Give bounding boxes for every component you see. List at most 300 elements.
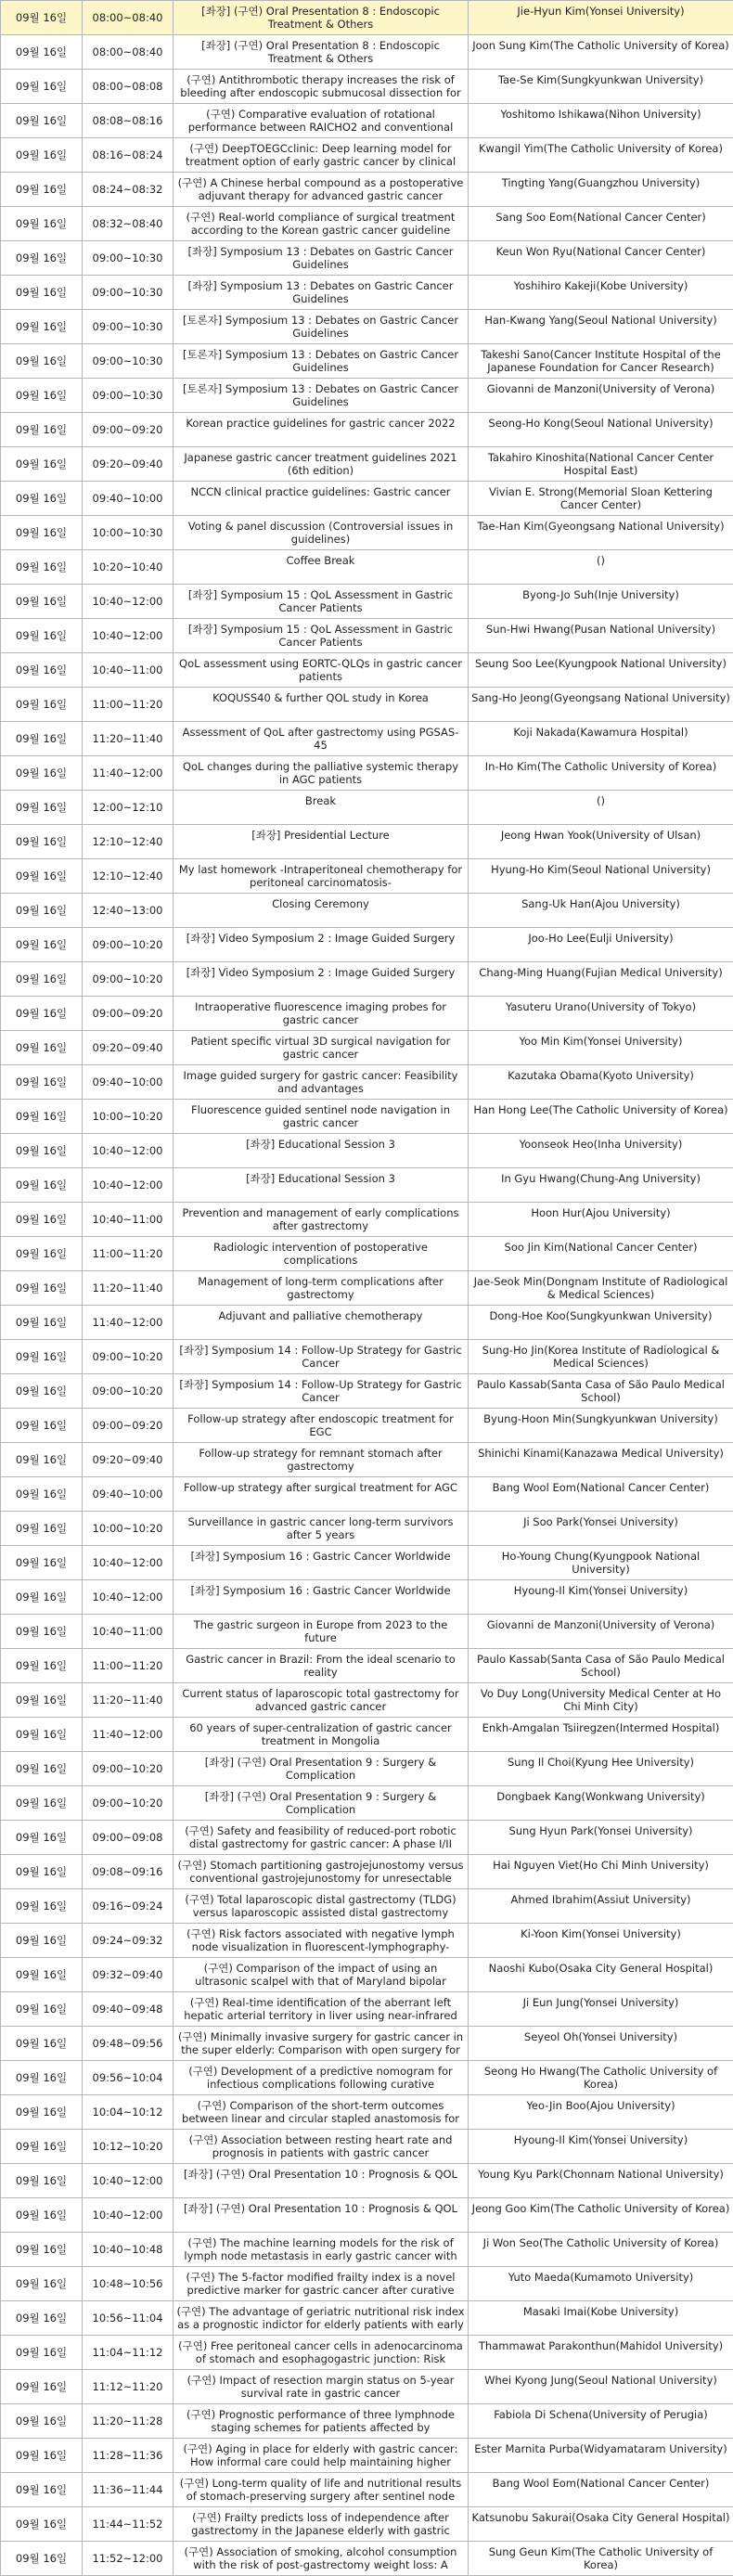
date-cell — [1, 1821, 83, 1855]
date-cell-text: 09월 16일 — [16, 560, 67, 573]
session-title-cell-text: (구연) Long-term quality of life and nutritional results of stomach-preserving surgery after sentinel node — [176, 2477, 465, 2503]
date-cell — [1, 2301, 83, 2336]
table-row — [1, 928, 733, 962]
time-cell — [83, 173, 174, 207]
speaker-cell-text: Naoshi Kubo(Osaka City General Hospital) — [471, 1962, 730, 1988]
time-cell — [83, 1649, 174, 1683]
date-cell — [1, 1958, 83, 1992]
speaker-cell — [469, 241, 733, 276]
time-cell-text: 11:04~11:12 — [93, 2346, 163, 2359]
time-cell-text: 10:40~12:00 — [93, 2174, 163, 2187]
speaker-cell-text: Sang-Uk Han(Ajou University) — [471, 897, 730, 923]
time-cell — [83, 35, 174, 70]
date-cell-text: 09월 16일 — [16, 2071, 67, 2084]
session-title-cell-text: [좌장] Symposium 15 : QoL Assessment in Gastric Cancer Patients — [176, 588, 465, 614]
speaker-cell — [469, 1958, 733, 1992]
date-cell — [1, 2233, 83, 2267]
session-title-cell — [174, 1649, 469, 1683]
time-cell-text: 10:48~10:56 — [93, 2277, 163, 2290]
session-title-cell — [174, 2267, 469, 2301]
time-cell-text: 11:12~11:20 — [93, 2380, 163, 2393]
speaker-cell — [469, 35, 733, 70]
speaker-cell — [469, 1374, 733, 1409]
session-title-cell — [174, 241, 469, 276]
table-row — [1, 1546, 733, 1580]
session-title-cell — [174, 2130, 469, 2164]
speaker-cell-text: Bang Wool Eom(National Cancer Center) — [471, 2477, 730, 2503]
session-title-cell — [174, 1271, 469, 1306]
date-cell-text: 09월 16일 — [16, 1934, 67, 1947]
session-title-cell-text: (구연) Free peritoneal cancer cells in adenocarcinoma of stomach and esophagogastric junction: Risk — [176, 2339, 465, 2365]
time-cell-text: 09:00~10:20 — [93, 1797, 163, 1810]
table-row — [1, 1168, 733, 1203]
speaker-cell-text: Whei Kyong Jung(Seoul National University) — [471, 2374, 730, 2400]
session-title-cell-text: (구연) Safety and feasibility of reduced-port robotic distal gastrectomy for gastric cancer: A phase I/II — [176, 1824, 465, 1850]
time-cell-text: 08:00~08:08 — [93, 80, 163, 93]
speaker-cell-text: Sung Hyun Park(Yonsei University) — [471, 1824, 730, 1850]
date-cell — [1, 2507, 83, 2542]
table-row — [1, 1031, 733, 1065]
session-title-cell — [174, 1786, 469, 1821]
speaker-cell-text: Hyoung-Il Kim(Yonsei University) — [471, 2133, 730, 2159]
session-title-cell — [174, 2542, 469, 2576]
speaker-cell — [469, 619, 733, 653]
speaker-cell-text: Yoshihiro Kakeji(Kobe University) — [471, 279, 730, 305]
date-cell-text: 09월 16일 — [16, 801, 67, 814]
session-title-cell — [174, 1718, 469, 1752]
date-cell-text: 09월 16일 — [16, 1213, 67, 1226]
speaker-cell-text: Soo Jin Kim(National Cancer Center) — [471, 1241, 730, 1267]
session-title-cell — [174, 1924, 469, 1958]
speaker-cell-text: Tingting Yang(Guangzhou University) — [471, 176, 730, 202]
date-cell — [1, 70, 83, 104]
date-cell — [1, 310, 83, 344]
date-cell-text: 09월 16일 — [16, 1591, 67, 1604]
table-row — [1, 1786, 733, 1821]
time-cell-text: 08:32~08:40 — [93, 217, 163, 230]
table-row — [1, 2130, 733, 2164]
speaker-cell-text: Sang-Ho Jeong(Gyeongsang National University) — [471, 691, 730, 717]
session-title-cell-text: QoL assessment using EORTC-QLQs in gastric cancer patients — [176, 657, 465, 683]
date-cell — [1, 1718, 83, 1752]
date-cell-text: 09월 16일 — [16, 1900, 67, 1913]
speaker-cell — [469, 2267, 733, 2301]
speaker-cell — [469, 2301, 733, 2336]
speaker-cell — [469, 379, 733, 413]
session-title-cell — [174, 1683, 469, 1718]
date-cell-text: 09월 16일 — [16, 354, 67, 367]
session-title-cell — [174, 138, 469, 173]
session-title-cell-text: [좌장] Symposium 14 : Follow-Up Strategy for Gastric Cancer — [176, 1378, 465, 1404]
session-title-cell — [174, 1, 469, 35]
time-cell — [83, 1924, 174, 1958]
speaker-cell-text: Sung Geun Kim(The Catholic University of Korea) — [471, 2545, 730, 2571]
time-cell — [83, 1821, 174, 1855]
time-cell-text: 10:00~10:20 — [93, 1110, 163, 1123]
date-cell — [1, 1924, 83, 1958]
date-cell-text: 09월 16일 — [16, 2483, 67, 2496]
session-title-cell — [174, 70, 469, 104]
date-cell-text: 09월 16일 — [16, 904, 67, 917]
date-cell — [1, 138, 83, 173]
time-cell — [83, 585, 174, 619]
table-row — [1, 1100, 733, 1134]
time-cell-text: 10:56~11:04 — [93, 2312, 163, 2325]
speaker-cell-text: Yasuteru Urano(University of Tokyo) — [471, 1000, 730, 1026]
session-title-cell-text: (구연) DeepTOEGCclinic: Deep learning model for treatment option of early gastric cancer by clinical — [176, 142, 465, 168]
time-cell-text: 11:36~11:44 — [93, 2483, 163, 2496]
table-row — [1, 241, 733, 276]
date-cell — [1, 2198, 83, 2233]
date-cell — [1, 1031, 83, 1065]
time-cell — [83, 1992, 174, 2027]
table-row — [1, 1271, 733, 1306]
time-cell-text: 09:00~10:20 — [93, 938, 163, 951]
session-title-cell-text: Follow-up strategy after surgical treatment for AGC — [176, 1481, 465, 1507]
date-cell-text: 09월 16일 — [16, 183, 67, 196]
table-row — [1, 1, 733, 35]
time-cell — [83, 1889, 174, 1924]
time-cell-text: 10:40~12:00 — [93, 1179, 163, 1191]
speaker-cell — [469, 1443, 733, 1477]
speaker-cell — [469, 2473, 733, 2507]
time-cell — [83, 1031, 174, 1065]
speaker-cell-text: Paulo Kassab(Santa Casa of São Paulo Medical School) — [471, 1378, 730, 1404]
date-cell-text: 09월 16일 — [16, 2277, 67, 2290]
speaker-cell — [469, 825, 733, 859]
table-row — [1, 1683, 733, 1718]
speaker-cell-text: Ji Eun Jung(Yonsei University) — [471, 1996, 730, 2022]
speaker-cell-text: Ji Soo Park(Yonsei University) — [471, 1515, 730, 1541]
session-title-cell — [174, 1134, 469, 1168]
time-cell — [83, 241, 174, 276]
time-cell — [83, 859, 174, 894]
time-cell-text: 09:40~10:00 — [93, 1488, 163, 1501]
date-cell-text: 09월 16일 — [16, 11, 67, 24]
speaker-cell-text: Shinichi Kinami(Kanazawa Medical University) — [471, 1447, 730, 1473]
speaker-cell-text: Yoonseok Heo(Inha University) — [471, 1138, 730, 1164]
session-title-cell — [174, 447, 469, 482]
table-row — [1, 310, 733, 344]
session-title-cell-text: [좌장] (구연) Oral Presentation 9 : Surgery & Complication — [176, 1790, 465, 1816]
speaker-cell-text: Seong Ho Hwang(The Catholic University of Korea) — [471, 2065, 730, 2091]
time-cell — [83, 1168, 174, 1203]
date-cell — [1, 1134, 83, 1168]
date-cell — [1, 2267, 83, 2301]
time-cell-text: 09:00~10:20 — [93, 1762, 163, 1775]
speaker-cell-text: Sang Soo Eom(National Cancer Center) — [471, 211, 730, 237]
table-row — [1, 2198, 733, 2233]
speaker-cell — [469, 1, 733, 35]
date-cell-text: 09월 16일 — [16, 2518, 67, 2531]
time-cell-text: 09:40~09:48 — [93, 2003, 163, 2016]
time-cell — [83, 516, 174, 550]
session-title-cell-text: (구연) Prognostic performance of three lymphnode staging schemes for patients affected by — [176, 2408, 465, 2434]
table-row — [1, 2370, 733, 2404]
speaker-cell — [469, 1271, 733, 1306]
speaker-cell-text: Thammawat Parakonthun(Mahidol University) — [471, 2339, 730, 2365]
time-cell-text: 10:40~12:00 — [93, 595, 163, 608]
date-cell-text: 09월 16일 — [16, 423, 67, 436]
session-title-cell-text: [좌장] Symposium 15 : QoL Assessment in Gastric Cancer Patients — [176, 623, 465, 649]
session-title-cell — [174, 344, 469, 379]
session-title-cell-text: (구연) Association of smoking, alcohol consumption with the risk of post-gastrectomy weight loss: A — [176, 2545, 465, 2571]
speaker-cell-text: Sun-Hwi Hwang(Pusan National University) — [471, 623, 730, 649]
time-cell-text: 09:32~09:40 — [93, 1968, 163, 1981]
speaker-cell — [469, 1718, 733, 1752]
table-row — [1, 2233, 733, 2267]
date-cell — [1, 2130, 83, 2164]
speaker-cell — [469, 173, 733, 207]
time-cell-text: 11:00~11:20 — [93, 1247, 163, 1260]
date-cell — [1, 1168, 83, 1203]
session-title-cell-text: Radiologic intervention of postoperative complications — [176, 1241, 465, 1267]
time-cell — [83, 722, 174, 756]
speaker-cell — [469, 2198, 733, 2233]
speaker-cell-text: Ho-Young Chung(Kyungpook National University) — [471, 1550, 730, 1576]
time-cell — [83, 2542, 174, 2576]
speaker-cell — [469, 688, 733, 722]
date-cell — [1, 825, 83, 859]
date-cell-text: 09월 16일 — [16, 1316, 67, 1329]
table-row — [1, 1134, 733, 1168]
session-title-cell-text: (구연) Antithrombotic therapy increases the risk of bleeding after endoscopic submucosal dissection for — [176, 73, 465, 99]
speaker-cell-text: Tae-Han Kim(Gyeongsang National University) — [471, 520, 730, 546]
speaker-cell-text: Paulo Kassab(Santa Casa of São Paulo Medical School) — [471, 1653, 730, 1679]
date-cell-text: 09월 16일 — [16, 1797, 67, 1810]
table-row — [1, 1821, 733, 1855]
date-cell-text: 09월 16일 — [16, 1041, 67, 1054]
time-cell-text: 10:40~11:00 — [93, 1213, 163, 1226]
table-row — [1, 962, 733, 997]
session-title-cell-text: (구연) Stomach partitioning gastrojejunostomy versus conventional gastrojejunostomy for unresectable — [176, 1859, 465, 1885]
date-cell-text: 09월 16일 — [16, 1350, 67, 1363]
session-title-cell — [174, 1065, 469, 1100]
speaker-cell-text: Vivian E. Strong(Memorial Sloan Kettering Cancer Center) — [471, 485, 730, 511]
date-cell — [1, 104, 83, 138]
time-cell-text: 11:40~12:00 — [93, 1728, 163, 1741]
time-cell-text: 09:00~09:20 — [93, 1419, 163, 1432]
date-cell — [1, 1306, 83, 1340]
date-cell — [1, 447, 83, 482]
date-cell-text: 09월 16일 — [16, 1522, 67, 1535]
date-cell — [1, 2542, 83, 2576]
speaker-cell — [469, 1924, 733, 1958]
date-cell — [1, 1203, 83, 1237]
date-cell-text: 09월 16일 — [16, 595, 67, 608]
speaker-cell — [469, 1786, 733, 1821]
speaker-cell — [469, 2095, 733, 2130]
time-cell-text: 10:40~12:00 — [93, 1591, 163, 1604]
time-cell-text: 11:20~11:40 — [93, 1282, 163, 1294]
time-cell-text: 09:48~09:56 — [93, 2037, 163, 2050]
date-cell — [1, 1752, 83, 1786]
date-cell-text: 09월 16일 — [16, 972, 67, 985]
speaker-cell-text: Katsunobu Sakurai(Osaka City General Hospital) — [471, 2511, 730, 2537]
speaker-cell-text: Giovanni de Manzoni(University of Verona) — [471, 382, 730, 408]
time-cell — [83, 2370, 174, 2404]
time-cell-text: 09:24~09:32 — [93, 1934, 163, 1947]
speaker-cell-text: Byong-Jo Suh(Inje University) — [471, 588, 730, 614]
session-title-cell — [174, 1958, 469, 1992]
time-cell-text: 09:16~09:24 — [93, 1900, 163, 1913]
speaker-cell-text: Enkh-Amgalan Tsiiregzen(Intermed Hospital) — [471, 1721, 730, 1747]
date-cell — [1, 619, 83, 653]
session-title-cell — [174, 1855, 469, 1889]
session-title-cell-text: Voting & panel discussion (Controversial issues in guidelines) — [176, 520, 465, 546]
speaker-cell-text: Young Kyu Park(Chonnam National University) — [471, 2168, 730, 2194]
speaker-cell-text: Koji Nakada(Kawamura Hospital) — [471, 726, 730, 752]
time-cell-text: 09:20~09:40 — [93, 1041, 163, 1054]
session-title-cell-text: (구연) A Chinese herbal compound as a postoperative adjuvant therapy for advanced gastric cancer — [176, 176, 465, 202]
session-title-cell-text: [좌장] Symposium 14 : Follow-Up Strategy for Gastric Cancer — [176, 1344, 465, 1370]
time-cell-text: 11:20~11:40 — [93, 1694, 163, 1707]
speaker-cell-text: Bang Wool Eom(National Cancer Center) — [471, 1481, 730, 1507]
time-cell — [83, 447, 174, 482]
speaker-cell-text: Jie-Hyun Kim(Yonsei University) — [471, 5, 730, 31]
session-title-cell-text: Current status of laparoscopic total gastrectomy for advanced gastric cancer — [176, 1687, 465, 1713]
time-cell — [83, 1752, 174, 1786]
speaker-cell — [469, 1065, 733, 1100]
speaker-cell — [469, 516, 733, 550]
date-cell — [1, 344, 83, 379]
date-cell-text: 09월 16일 — [16, 663, 67, 676]
speaker-cell — [469, 138, 733, 173]
time-cell — [83, 997, 174, 1031]
speaker-cell — [469, 482, 733, 516]
time-cell-text: 08:08~08:16 — [93, 114, 163, 127]
time-cell — [83, 1615, 174, 1649]
session-title-cell — [174, 1374, 469, 1409]
speaker-cell — [469, 1683, 733, 1718]
date-cell-text: 09월 16일 — [16, 1831, 67, 1844]
time-cell — [83, 1409, 174, 1443]
table-row — [1, 1649, 733, 1683]
session-title-cell-text: [좌장] Video Symposium 2 : Image Guided Surgery — [176, 932, 465, 958]
session-title-cell — [174, 2439, 469, 2473]
session-title-cell-text: Assessment of QoL after gastrectomy using PGSAS-45 — [176, 726, 465, 752]
time-cell-text: 12:10~12:40 — [93, 835, 163, 848]
session-title-cell-text: KOQUSS40 & further QOL study in Korea — [176, 691, 465, 717]
time-cell-text: 10:40~10:48 — [93, 2243, 163, 2256]
session-title-cell-text: (구연) The advantage of geriatric nutritional risk index as a prognostic indictor for elderly patients with early — [176, 2305, 465, 2331]
session-title-cell — [174, 1100, 469, 1134]
session-title-cell-text: Surveillance in gastric cancer long-term survivors after 5 years — [176, 1515, 465, 1541]
date-cell — [1, 2164, 83, 2198]
time-cell — [83, 1786, 174, 1821]
session-title-cell — [174, 962, 469, 997]
speaker-cell-text: Byung-Hoon Min(Sungkyunkwan University) — [471, 1412, 730, 1438]
session-title-cell-text: Image guided surgery for gastric cancer: Feasibility and advantages — [176, 1069, 465, 1095]
session-title-cell — [174, 2198, 469, 2233]
session-title-cell — [174, 1443, 469, 1477]
date-cell — [1, 653, 83, 688]
date-cell-text: 09월 16일 — [16, 1247, 67, 1260]
speaker-cell — [469, 550, 733, 585]
table-row — [1, 1924, 733, 1958]
session-title-cell — [174, 756, 469, 791]
schedule-body — [1, 1, 733, 2576]
date-cell-text: 09월 16일 — [16, 1625, 67, 1638]
time-cell-text: 09:56~10:04 — [93, 2071, 163, 2084]
table-row — [1, 2507, 733, 2542]
time-cell-text: 10:00~10:20 — [93, 1522, 163, 1535]
table-row — [1, 2095, 733, 2130]
speaker-cell-text: Jeong Goo Kim(The Catholic University of Korea) — [471, 2202, 730, 2228]
date-cell — [1, 2370, 83, 2404]
time-cell — [83, 2027, 174, 2061]
date-cell-text: 09월 16일 — [16, 2346, 67, 2359]
session-title-cell — [174, 722, 469, 756]
time-cell-text: 08:16~08:24 — [93, 148, 163, 161]
date-cell — [1, 173, 83, 207]
session-title-cell-text: Prevention and management of early complications after gastrectomy — [176, 1206, 465, 1232]
session-title-cell — [174, 2164, 469, 2198]
speaker-cell — [469, 1615, 733, 1649]
time-cell-text: 09:00~10:30 — [93, 286, 163, 299]
time-cell — [83, 138, 174, 173]
date-cell-text: 09월 16일 — [16, 698, 67, 711]
session-title-cell-text: Coffee Break — [176, 554, 465, 580]
table-row — [1, 344, 733, 379]
time-cell-text: 09:00~10:30 — [93, 389, 163, 402]
table-row — [1, 1443, 733, 1477]
session-title-cell-text: [토론자] Symposium 13 : Debates on Gastric Cancer Guidelines — [176, 348, 465, 374]
session-title-cell-text: [좌장] (구연) Oral Presentation 8 : Endoscopic Treatment & Others — [176, 5, 465, 31]
table-row — [1, 550, 733, 585]
speaker-cell-text: Ji Won Seo(The Catholic University of Korea) — [471, 2236, 730, 2262]
time-cell — [83, 1237, 174, 1271]
session-title-cell-text: (구연) Real-time identification of the aberrant left hepatic arterial territory in liver using near-infrared — [176, 1996, 465, 2022]
date-cell-text: 09월 16일 — [16, 1762, 67, 1775]
session-title-cell-text: Follow-up strategy after endoscopic treatment for EGC — [176, 1412, 465, 1438]
speaker-cell — [469, 928, 733, 962]
time-cell — [83, 379, 174, 413]
speaker-cell-text: Vo Duy Long(University Medical Center at Ho Chi Minh City) — [471, 1687, 730, 1713]
table-row — [1, 70, 733, 104]
table-row — [1, 585, 733, 619]
time-cell-text: 11:20~11:28 — [93, 2415, 163, 2428]
time-cell-text: 10:40~12:00 — [93, 629, 163, 642]
table-row — [1, 1237, 733, 1271]
table-row — [1, 413, 733, 447]
session-title-cell-text: (구연) Real-world compliance of surgical treatment according to the Korean gastric cancer guideline — [176, 211, 465, 237]
time-cell — [83, 653, 174, 688]
time-cell — [83, 688, 174, 722]
time-cell — [83, 2439, 174, 2473]
speaker-cell — [469, 2233, 733, 2267]
date-cell-text: 09월 16일 — [16, 2003, 67, 2016]
speaker-cell — [469, 2370, 733, 2404]
table-row — [1, 688, 733, 722]
time-cell — [83, 791, 174, 825]
time-cell — [83, 619, 174, 653]
session-title-cell-text: Intraoperative fluorescence imaging probes for gastric cancer — [176, 1000, 465, 1026]
session-title-cell-text: (구연) Total laparoscopic distal gastrectomy (TLDG) versus laparoscopic assisted distal gastrectomy — [176, 1893, 465, 1919]
session-title-cell — [174, 2370, 469, 2404]
speaker-cell-text: Keun Won Ryu(National Cancer Center) — [471, 245, 730, 271]
table-row — [1, 1718, 733, 1752]
speaker-cell-text: Jae-Seok Min(Dongnam Institute of Radiological & Medical Sciences) — [471, 1275, 730, 1301]
speaker-cell-text: Hyung-Ho Kim(Seoul National University) — [471, 863, 730, 889]
table-row — [1, 2473, 733, 2507]
table-row — [1, 859, 733, 894]
time-cell — [83, 1718, 174, 1752]
session-title-cell — [174, 2233, 469, 2267]
time-cell — [83, 550, 174, 585]
date-cell-text: 09월 16일 — [16, 2174, 67, 2187]
session-title-cell — [174, 1580, 469, 1615]
